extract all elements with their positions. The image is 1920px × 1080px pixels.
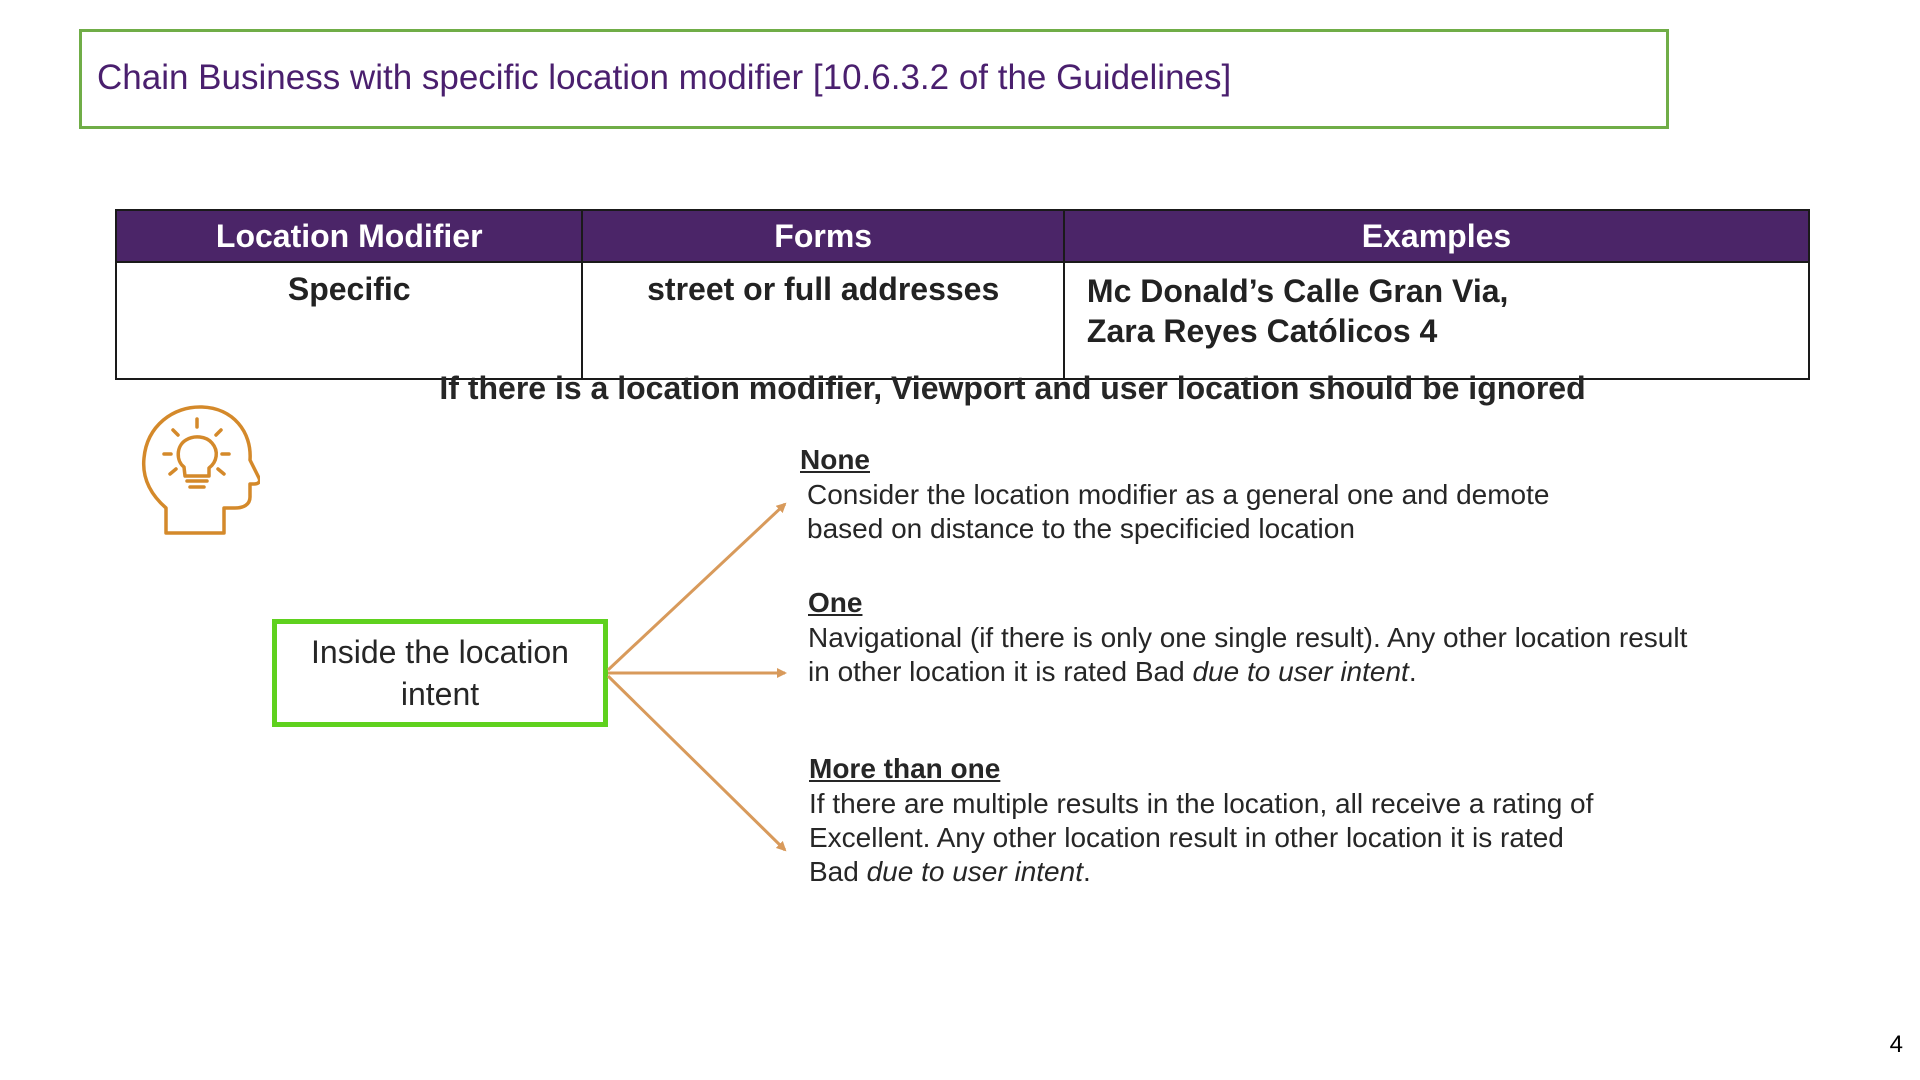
outcome-none-line: Consider the location modifier as a general one and demote [807,479,1550,510]
outcome-none-line: based on distance to the specificied location [807,513,1355,544]
outcome-more-title: More than one [809,753,1001,784]
example-line: Mc Donald’s Calle Gran Via, [1086,273,1509,309]
example-line: Zara Reyes Católicos 4 [1086,313,1438,349]
cell-modifier: Specific [116,262,582,379]
outcome-one-title: One [808,587,863,618]
outcome-more-line: If there are multiple results in the location, all receive a rating of [809,788,1594,819]
header-location-modifier: Location Modifier [116,210,582,262]
due-to-user-intent: due to user intent [1192,656,1409,687]
arrow-to-none [608,504,785,670]
page-number: 4 [1889,1031,1903,1058]
location-note: If there is a location modifier, Viewport and user location should be ignored [439,370,1586,406]
inside-location-intent-box: Inside the location intent [272,619,608,727]
header-examples: Examples [1064,210,1809,262]
cell-forms: street or full addresses [582,262,1063,379]
due-to-user-intent: due to user intent [866,856,1083,887]
outcome-more-line: Bad due to user intent. [809,856,1091,887]
header-forms: Forms [582,210,1063,262]
outcome-more-line: Excellent. Any other location result in other location it is rated [809,822,1564,853]
outcome-one-line: in other location it is rated Bad due to user intent. [808,656,1417,687]
outcome-none-title: None [800,444,870,475]
slide-title: Chain Business with specific location modifier [10.6.3.2 of the Guidelines] [97,58,1232,97]
outcome-one-body [808,621,1687,689]
arrow-to-more [608,676,785,850]
outcome-none-body [807,478,1549,546]
outcome-one-line: Navigational (if there is only one single result). Any other location result [808,622,1688,653]
outcome-more-body [809,787,1593,889]
